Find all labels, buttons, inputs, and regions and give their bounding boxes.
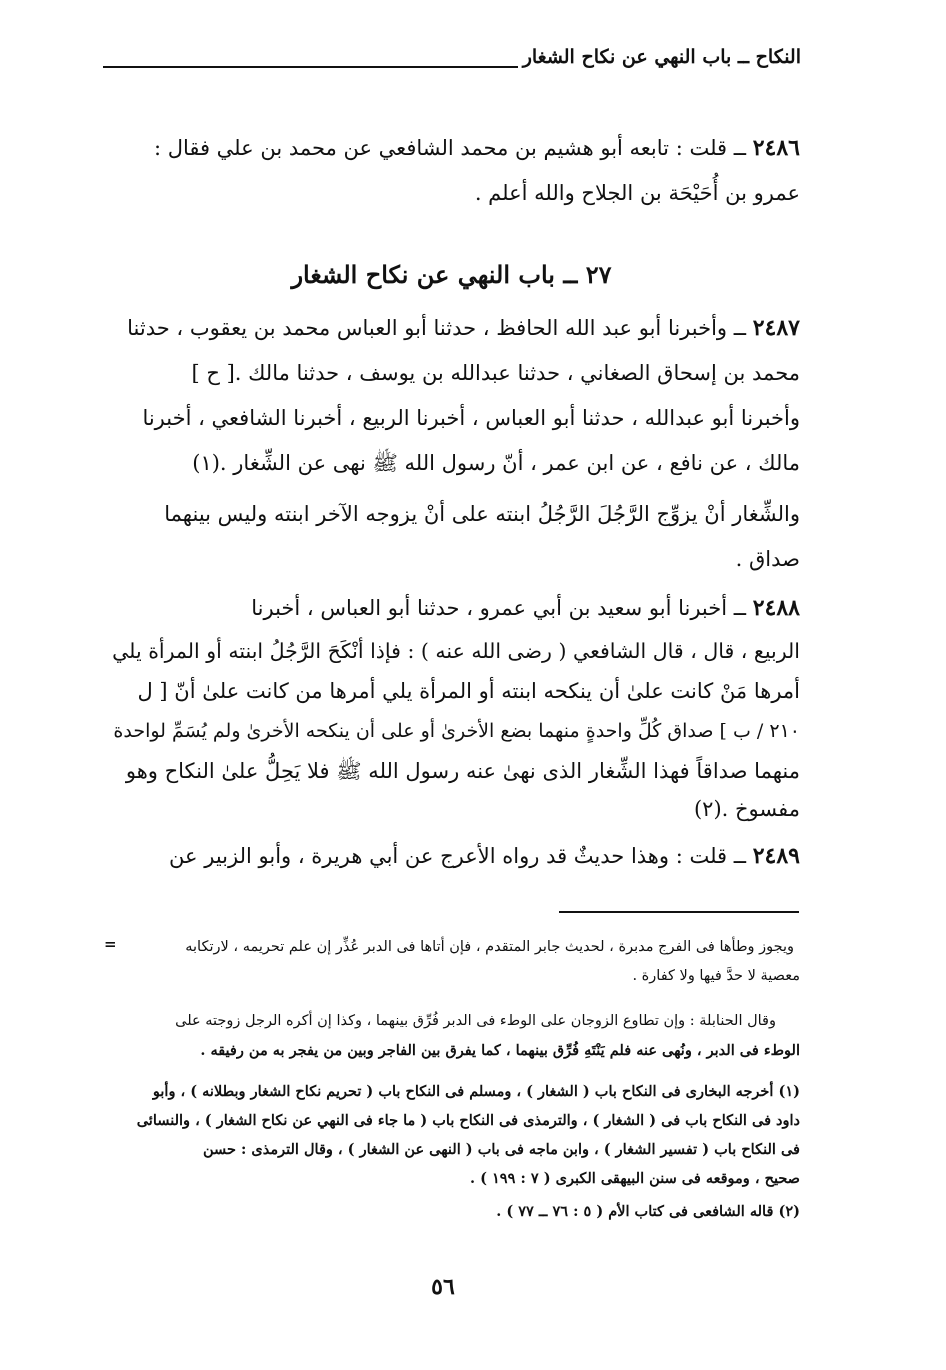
- text-line: مفسوخ .(٢): [693, 797, 800, 821]
- text-line: ٢٤٨٦ ــ قلت : تابعه أبو هشيم بن محمد الشافعي عن محمد بن علي فقال :: [153, 135, 800, 161]
- footnote-2: [103, 1197, 800, 1226]
- hadith-number: ٢٤٨٦: [752, 135, 800, 161]
- text-line: الربيع ، قال ، قال الشافعي ( رضى الله عنه ) : فإذا أنْكَحَ الرَّجُلُ ابنته أو المرأة يلي: [112, 639, 800, 663]
- text-line: والشِّغار أنْ يزوِّج الرَّجُلَ الرَّجُلُ ابنته على أنْ يزوجه الآخر ابنته وليس بينهما: [164, 502, 800, 526]
- footnote-line: داود فى النكاح باب فى ( الشغار ) ، والترمذى فى النكاح باب ( ما جاء فى النهي عن نكاح الشغار ) ، والنسائى: [136, 1112, 800, 1129]
- chapter-heading: ٢٧ ــ باب النهي عن نكاح الشغار: [291, 260, 612, 289]
- hadith-2486: [103, 126, 800, 216]
- footnote-line: ويجوز وطأها فى الفرج مدبرة ، لحديث جابر المتقدم ، فإن أتاها فى الدبر عُذِّر إن علم تحريمه ، لارتكابه: [185, 939, 794, 955]
- footnote-continuation-mark: =: [104, 935, 117, 953]
- footnote-hanabila: [103, 1007, 800, 1065]
- footnote-rule: [559, 911, 799, 913]
- text-line: منهما صداقاً فهذا الشِّغار الذى نهىٰ عنه رسول الله ﷺ فلا يَحِلُّ علىٰ النكاح وهو: [125, 759, 800, 783]
- hadith-number: ٢٤٨٨: [752, 595, 800, 621]
- text-line: ٢٤٨٨ ــ أخبرنا أبو سعيد بن أبي عمرو ، حدثنا أبو العباس ، أخبرنا: [251, 595, 800, 621]
- running-head: النكاح ــ باب النهي عن نكاح الشغار: [522, 46, 801, 68]
- text-line: محمد بن إسحاق الصغاني ، حدثنا عبدالله بن يوسف ، حدثنا مالك .[ ح ]: [191, 361, 800, 385]
- footnote-line: الوطء فى الدبر ، ونُهى عنه فلم يَنْتَهِ فُرِّق بينهما ، كما يفرق بين الفاجر وبين من يفجر به من رفيقه .: [200, 1042, 800, 1059]
- page-number: ٥٦: [431, 1274, 455, 1300]
- text-line: ٢١٠ / ب ] صداق كُلِّ واحدةٍ منهما بضع الأخرىٰ أو على أن ينكحه الأخرىٰ ولم يُسَمِّ لواحدة: [113, 720, 800, 742]
- footnote-line: فى النكاح باب ( تفسير الشغار ) ، وابن ماجه فى باب ( النهى عن الشغار ) ، وقال الترمذى : حسن: [203, 1141, 800, 1158]
- text-line: مالك ، عن نافع ، عن ابن عمر ، أنّ رسول الله ﷺ نهى عن الشِّغار .(١): [192, 451, 800, 475]
- text-line: صداق .: [735, 547, 800, 571]
- hadith-number: ٢٤٨٩: [752, 843, 800, 869]
- text-line: أمرها مَنْ كانت علىٰ أن ينكحه ابنته أو المرأة يلي أمرها من كانت علىٰ أنّ [ ل: [137, 679, 800, 703]
- footnote-line: (٢) قاله الشافعى فى كتاب الأم ( ٥ : ٧٦ ــ ٧٧ ) .: [496, 1203, 800, 1220]
- footnote-line: (١) أخرجه البخارى فى النكاح باب ( الشغار ) ، ومسلم فى النكاح باب ( تحريم نكاح الشغار وبطلانه ) ، وأبو: [152, 1083, 800, 1100]
- footnote-continuation: [103, 933, 800, 991]
- hadith-2488: [103, 586, 800, 827]
- footnote-line: معصية لا حدَّ فيها ولا كفارة .: [632, 968, 800, 984]
- footnote-1: [103, 1077, 800, 1193]
- text-line: ٢٤٨٩ ــ قلت : وهذا حديثٌ قد رواه الأعرج عن أبي هريرة ، وأبو الزبير عن: [169, 843, 800, 869]
- running-head-rule: [103, 66, 518, 68]
- footnote-line: وقال الحنابلة : وإن تطاوع الزوجان على الوطء فى الدبر فُرِّق بينهما ، وكذا إن أكره الرجل زوجته على: [175, 1013, 776, 1029]
- text-line: وأخبرنا أبو عبدالله ، حدثنا أبو العباس ، أخبرنا الربيع ، أخبرنا الشافعي ، أخبرنا: [142, 406, 800, 430]
- shighar-definition: [103, 492, 800, 582]
- hadith-number: ٢٤٨٧: [752, 315, 800, 341]
- hadith-2487: [103, 306, 800, 486]
- text-line: ٢٤٨٧ ــ وأخبرنا أبو عبد الله الحافظ ، حدثنا أبو العباس محمد بن يعقوب ، حدثنا: [127, 315, 800, 341]
- hadith-2489: [103, 834, 800, 879]
- text-line: عمرو بن أُحَيْحَة بن الجلاح والله أعلم .: [474, 181, 800, 205]
- footnote-line: صحيح ، وموقعه فى سنن البيهقى الكبرى ( ٧ : ١٩٩ ) .: [470, 1170, 800, 1187]
